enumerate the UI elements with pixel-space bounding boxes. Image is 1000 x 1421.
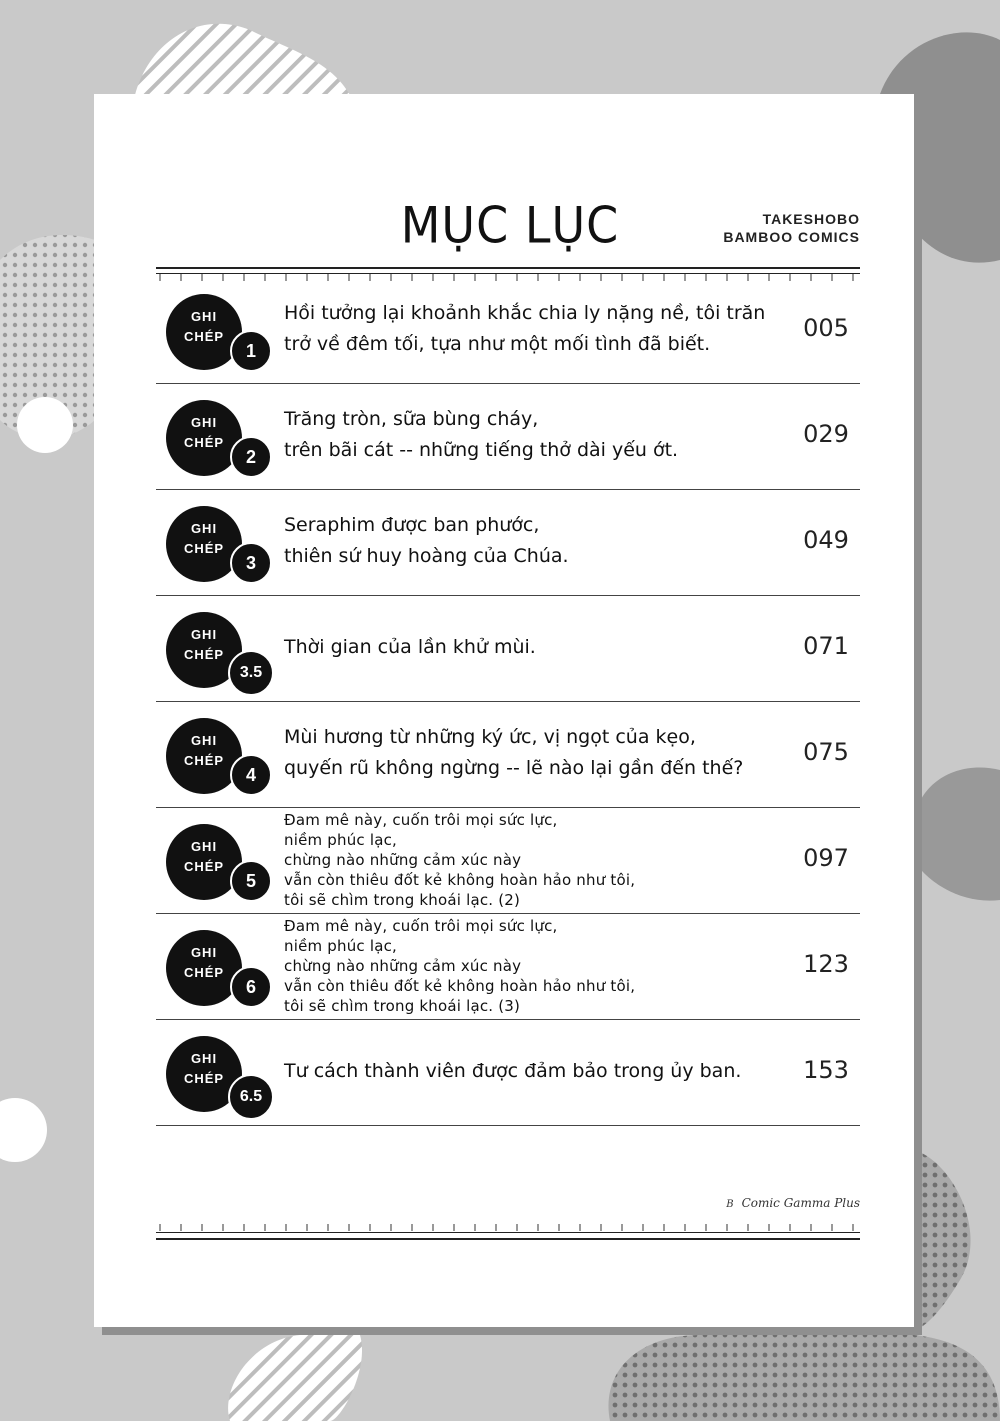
toc-entry[interactable] [156, 914, 860, 1020]
page-number: 071 [803, 632, 849, 660]
badge-label-chep: CHÉP [183, 647, 225, 662]
chapter-number: 6 [245, 977, 256, 997]
toc-entry[interactable] [156, 808, 860, 914]
bottom-rule-2 [156, 1238, 860, 1240]
page-number: 029 [803, 420, 849, 448]
toc-entry[interactable] [156, 1020, 860, 1126]
toc-entry[interactable] [156, 702, 860, 808]
badge-label-ghi: GHI [190, 733, 218, 748]
publisher-line-1: TAKESHOBO [762, 211, 860, 227]
chapter-badge [166, 824, 286, 904]
toc-entry[interactable] [156, 490, 860, 596]
chapter-number: 6.5 [239, 1088, 263, 1105]
chapter-title: Mùi hương từ những ký ức, vị ngọt của kẹo, quyến rũ không ngừng -- lẽ nào lại gần đến thế? [284, 726, 744, 779]
page-number: 005 [803, 314, 849, 342]
chapter-badge [166, 400, 286, 480]
page-title: MỤC LỤC [400, 195, 620, 255]
chapter-title: Đam mê này, cuốn trôi mọi sức lực, niềm phúc lạc, chừng nào những cảm xúc này vẫn còn thiêu đốt kẻ không hoàn hảo như tôi, tôi sẽ chìm trong khoái lạc. (2) [284, 811, 636, 909]
bottom-rule-1 [156, 1232, 860, 1233]
chapter-badge [166, 294, 286, 374]
badge-label-chep: CHÉP [183, 753, 225, 768]
badge-label-ghi: GHI [190, 839, 218, 854]
badge-label-ghi: GHI [190, 415, 218, 430]
footer-logo-icon: B [726, 1199, 734, 1210]
chapter-number: 3.5 [239, 664, 263, 681]
badge-label-ghi: GHI [190, 521, 218, 536]
chapter-number: 3 [245, 553, 256, 573]
chapter-number: 5 [245, 871, 256, 891]
chapter-number: 1 [245, 341, 256, 361]
chapter-title: Seraphim được ban phước, thiên sứ huy hoàng của Chúa. [284, 514, 569, 567]
toc-entry[interactable] [156, 278, 860, 384]
chapter-badge [166, 718, 286, 798]
badge-label-chep: CHÉP [183, 435, 225, 450]
badge-label-chep: CHÉP [183, 965, 225, 980]
page-number: 123 [803, 950, 849, 978]
toc-entry[interactable] [156, 596, 860, 702]
chapter-badge [166, 612, 286, 692]
chapter-badge [166, 506, 286, 586]
chapter-badge [166, 1036, 286, 1116]
badge-label-chep: CHÉP [183, 1071, 225, 1086]
chapter-badge [166, 930, 286, 1010]
entry-divider [156, 1125, 860, 1126]
chapter-number: 4 [245, 765, 256, 785]
badge-label-ghi: GHI [190, 309, 218, 324]
chapter-title: Thời gian của lần khử mùi. [284, 636, 536, 658]
toc-entry[interactable] [156, 384, 860, 490]
chapter-title: Hồi tưởng lại khoảnh khắc chia ly nặng nề, tôi trăn trở về đêm tối, tựa như một mối tình đã biết. [284, 302, 766, 355]
page-number: 075 [803, 738, 849, 766]
publisher-line-2: BAMBOO COMICS [723, 229, 860, 245]
badge-label-ghi: GHI [190, 627, 218, 642]
page-number: 049 [803, 526, 849, 554]
badge-label-ghi: GHI [190, 1051, 218, 1066]
badge-label-chep: CHÉP [183, 859, 225, 874]
badge-label-ghi: GHI [190, 945, 218, 960]
badge-label-chep: CHÉP [183, 329, 225, 344]
chapter-title: Đam mê này, cuốn trôi mọi sức lực, niềm phúc lạc, chừng nào những cảm xúc này vẫn còn thiêu đốt kẻ không hoàn hảo như tôi, tôi sẽ chìm trong khoái lạc. (3) [284, 917, 636, 1015]
page-number: 153 [803, 1056, 849, 1084]
chapter-title: Tư cách thành viên được đảm bảo trong ủy ban. [284, 1060, 742, 1082]
bottom-tick-marks [156, 1224, 860, 1232]
footer-label: B Comic Gamma Plus [726, 1196, 860, 1210]
badge-label-chep: CHÉP [183, 541, 225, 556]
publisher-label [700, 210, 860, 246]
page-number: 097 [803, 844, 849, 872]
chapter-title: Trăng tròn, sữa bùng cháy, trên bãi cát -- những tiếng thở dài yếu ớt. [284, 408, 679, 461]
top-rule-1 [156, 267, 860, 269]
chapter-number: 2 [245, 447, 256, 467]
